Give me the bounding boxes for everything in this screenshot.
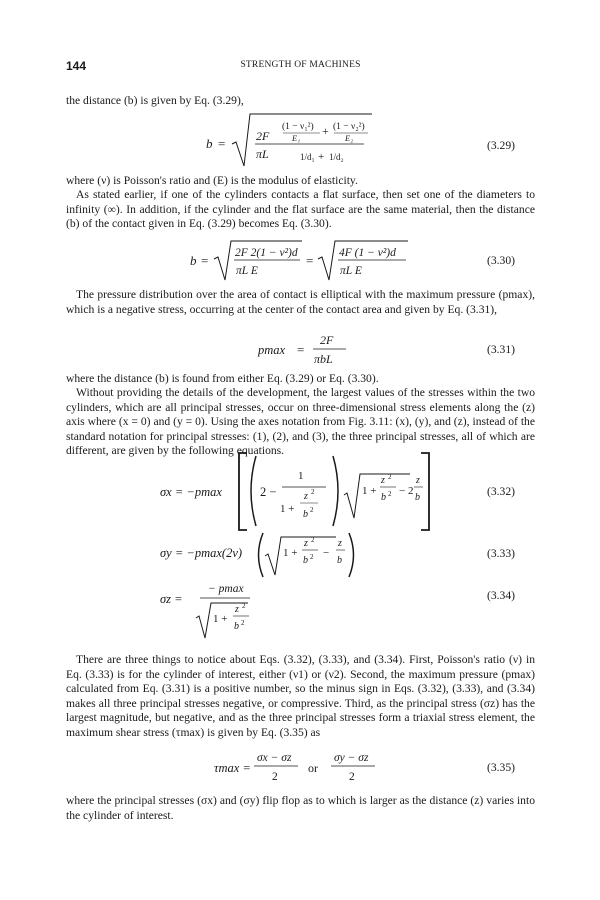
paragraph-6: Without providing the details of the development, the largest values of the stresses within the two cylinders, which are all principal stresses, occur on three-dimensional stress elements along the (z) axis where (x = 0) and (y = 0). Using the axes notation from Fig. 3.11: (x), (y), and (z), instead of the standard notation for principal stresses: (1), (2), and (3), the three principal stresses, all of which are different, are given by the following equations. [66, 386, 535, 458]
eq332-frac2-z: z [416, 475, 420, 486]
eq330-part2-den: πL E [340, 265, 362, 277]
eq335-frac1-num: σx − σz [257, 752, 292, 764]
eq-number-3-32: (3.32) [487, 485, 516, 498]
paragraph-4: The pressure distribution over the area of contact is elliptical with the maximum pressure (pmax), which is a negative stress, occurring at the center of the contact area and given by Eq. (3.31), [66, 288, 535, 316]
eq332-rad-b-exp: 2 [388, 490, 392, 498]
eq329-lhs: b [206, 136, 213, 151]
eq332-bracket-right [421, 453, 429, 530]
eq332-rad-z: z [381, 475, 385, 486]
paragraph-8: where the principal stresses (σx) and (σy) flip flop as to which is larger as the distance (z) varies into the cylinder of interest. [66, 794, 535, 822]
eq332-onep: 1 + [280, 503, 295, 515]
eq333-b-exp: 2 [310, 553, 314, 561]
eq329-radical [232, 114, 372, 166]
eq-number-3-29: (3.29) [487, 139, 516, 152]
eq335-frac1-den: 2 [272, 771, 278, 783]
eq333-minus: − [323, 547, 330, 559]
eq333-z-exp: 2 [311, 536, 315, 544]
eq330-radical-2 [318, 241, 408, 280]
eq332-b2: b [303, 509, 308, 520]
eq332-radical [344, 474, 410, 518]
eq329-den-a: 1/d₁ [300, 152, 315, 162]
eq332-paren-right [333, 456, 338, 526]
eq329-plus: + [322, 124, 329, 138]
paragraph-1: the distance (b) is given by Eq. (3.29), [66, 94, 244, 107]
eq333-frac-b: b [337, 555, 342, 566]
eq333-lhs: σy = −pmax(2ν) [160, 546, 243, 560]
eq332-rad-b: b [381, 492, 386, 503]
eq333-frac-z: z [338, 538, 342, 549]
eq330-lhs: b [190, 253, 197, 268]
eq329-term2-den: E₂ [345, 133, 354, 143]
eq335-or: or [308, 761, 318, 775]
eq329-coef-den: πL [256, 147, 269, 161]
eq332-one: 1 [298, 470, 304, 482]
paragraph-5: where the distance (b) is found from either Eq. (3.29) or Eq. (3.30). [66, 372, 379, 385]
eq333-z: z [304, 538, 308, 549]
eq329-term1-den: E₁ [292, 133, 301, 143]
eq-number-3-30: (3.30) [487, 254, 516, 267]
eq330-equals-2: = [306, 253, 314, 268]
eq334-lhs: σz = [160, 592, 183, 606]
eq330-radical-1 [214, 241, 302, 280]
paragraph-3: As stated earlier, if one of the cylinders contacts a flat surface, then set one of the diameters to infinity (∞). In addition, if the cylinder and the flat surface are the same material, then the distance (b) of the contact given in Eq. (3.29) becomes Eq. (3.30). [66, 188, 535, 231]
eq329-term1-num: (1 − ν₁²) [282, 122, 314, 132]
eq329-coef: 2F [256, 129, 270, 143]
eq332-paren-left [251, 456, 256, 526]
eq331-den: πbL [314, 352, 333, 366]
eq331-num: 2F [320, 333, 334, 347]
eq-number-3-35: (3.35) [487, 761, 516, 774]
eq330-part1-den: πL E [236, 265, 258, 277]
eq330-part1: 2F 2(1 − ν²)d [235, 247, 298, 259]
eq-number-3-31: (3.31) [487, 343, 516, 356]
eq329-den-b: 1/d₂ [329, 152, 344, 162]
eq-number-3-33: (3.33) [487, 547, 516, 560]
eq334-num: − pmax [208, 583, 244, 595]
eq332-b2-exp: 2 [310, 506, 314, 514]
eq333-radical [265, 537, 336, 575]
eq332-rad-z-exp: 2 [388, 473, 392, 481]
eq333-b: b [303, 555, 308, 566]
eq332-two: 2 − [260, 485, 277, 499]
eq332-lhs: σx = −pmax [160, 485, 222, 499]
eq332-bracket-left [239, 453, 247, 530]
eq334-b: b [234, 621, 239, 632]
eq330-equals: = [201, 253, 209, 268]
eq332-z2-exp: 2 [311, 488, 315, 496]
eq333-paren-right [349, 533, 354, 577]
eq335-frac2-num: σy − σz [334, 752, 369, 764]
eq334-z-exp: 2 [242, 602, 246, 610]
eq334-radical [196, 603, 248, 638]
page-header [66, 59, 535, 75]
eq329-equals: = [218, 136, 226, 151]
eq329-term2-num: (1 − ν₂²) [333, 122, 365, 132]
eq334-b-exp: 2 [241, 619, 245, 627]
page-number: 144 [66, 59, 87, 73]
eq332-rad-one: 1 + [362, 485, 377, 497]
eq334-z: z [235, 604, 239, 615]
eq329-den-plus: + [318, 151, 325, 163]
eq335-lhs: τmax = [214, 761, 251, 775]
eq334-one: 1 + [213, 613, 228, 625]
eq332-minus2: − 2 [399, 485, 414, 497]
eq332-z2: z [304, 491, 308, 502]
eq332-frac2-b: b [415, 492, 420, 503]
eq330-part2: 4F (1 − ν²)d [339, 247, 396, 259]
eq333-paren-left [259, 533, 264, 577]
eq333-one: 1 + [283, 547, 298, 559]
paragraph-7: There are three things to notice about Eqs. (3.32), (3.33), and (3.34). First, Poisson's ratio (ν) in Eq. (3.33) is for the cylinder of interest, either (ν1) or (ν2). Second, the maximum pressure (pmax) calculated from Eq. (3.31) is a positive number, so the minus sign in Eqs. (3.32), (3.33), and (3.34) makes all three principal stresses negative, or compressive. Third, as the principal stress (σz) has the largest magnitude, but negative, and as the three principal stresses form a triaxial stress element, the maximum shear stress (τmax) is given by Eq. (3.35) as [66, 653, 535, 739]
eq331-lhs: pmax [258, 343, 286, 357]
eq331-equals: = [297, 342, 305, 357]
running-head: STRENGTH OF MACHINES [240, 60, 361, 70]
paragraph-2: where (ν) is Poisson's ratio and (E) is the modulus of elasticity. [66, 174, 358, 187]
eq335-frac2-den: 2 [349, 771, 355, 783]
eq-number-3-34: (3.34) [487, 589, 516, 602]
